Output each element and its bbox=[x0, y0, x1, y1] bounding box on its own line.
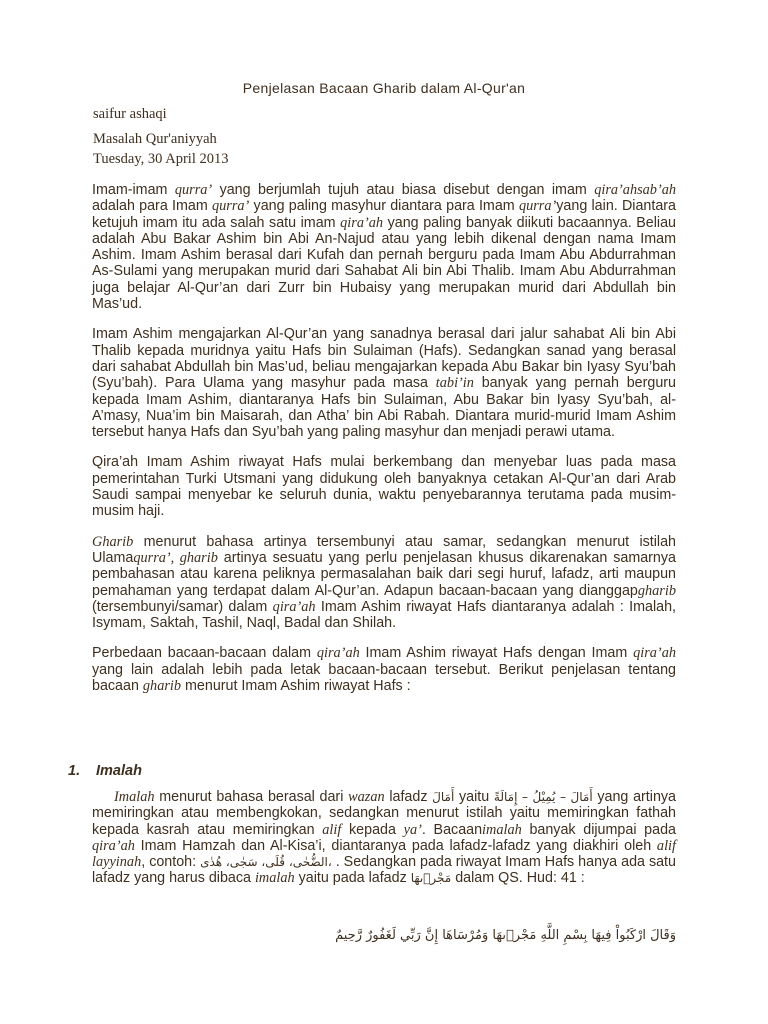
arabic-word: الضُّحٰى، قُلَى، سَجٰى، هُدٰى، bbox=[200, 855, 332, 870]
paragraph-2: Imam Ashim mengajarkan Al-Qur’an yang sanadnya berasal dari jalur sahabat Ali bin Abi Thalib kepada muridnya yaitu Hafs bin Sulaiman (Hafs). Sedangkan sanad yang berasal dari sahabat Abdullah bin Mas’ud, beliau mengajarkan kepada Abu Bakar bin Iyasy Syu’bah (Syu’bah). Para Ulama yang masyhur pada masa tabi’in banyak yang pernah berguru kepada Imam Ashim, diantaranya Hafs bin Sulaiman, Abu Bakar bin Iyasy Syu’bah, al-A’masy, Nua’im bin Maisarah, dan Atha’ bin Abi Rabah. Diantara murid-murid Imam Ashim tersebut hanya Hafs dan Syu’bah yang paling masyhur dan menjadi perawi utama. bbox=[92, 326, 676, 441]
arabic-word: أَمَالَ – يُمِيْلُ – إِمَالَةً bbox=[493, 790, 593, 804]
author: saifur ashaqi bbox=[93, 106, 167, 122]
paragraph-5: Perbedaan bacaan-bacaan dalam qira’ah Imam Ashim riwayat Hafs dengan Imam qira’ah yang lain adalah lebih pada letak bacaan-bacaan tersebut. Berikut penjelasan tentang bacaan gharib menurut Imam Ashim riwayat Hafs : bbox=[92, 645, 676, 695]
arabic-word: مَجْرٖىهَا bbox=[410, 871, 452, 886]
document-title: Penjelasan Bacaan Gharib dalam Al-Qur'an bbox=[242, 80, 526, 96]
paragraph-1: Imam-imam qurra’ yang berjumlah tujuh atau biasa disebut dengan imam qira’ahsab’ah adalah para Imam qurra’ yang paling masyhur diantara para Imam qurra’yang lain. Diantara ketujuh imam itu ada salah satu imam qira’ah yang paling banyak diikuti bacaannya. Beliau adalah Abu Bakar Ashim bin Abi An-Najud atau yang lebih dikenal dengan nama Imam Ashim. Imam Ashim berasal dari Kufah dan pernah berguru pada Imam Abu Abdurrahman As-Sulami yang merupakan murid dari Sahabat Ali bin Abi Thalib. Imam Abu Abdurrahman juga belajar Al-Qur’an dari Zurr bin Hubaisy yang merupakan murid dari Abdullah bin Mas’ud. bbox=[92, 182, 677, 313]
section-heading bbox=[68, 763, 142, 779]
section-number: 1. bbox=[68, 763, 81, 779]
paragraph-3: Qira’ah Imam Ashim riwayat Hafs mulai berkembang dan menyebar luas pada masa pemerintahan Turki Utsmani yang didukung oleh banyaknya cetakan Al-Qur’an dari Arab Saudi sampai menyebar ke seluruh dunia, waktu penyebarannya terutama pada musim-musim haji. bbox=[92, 454, 676, 520]
category: Masalah Qur'aniyyah bbox=[93, 131, 217, 147]
section-title: Imalah bbox=[96, 763, 142, 779]
article-body bbox=[92, 182, 676, 708]
quran-verse: وَقَالَ ارْكَبُواْ فِيهَا بِسْمِ اللَّهِ مَجْرٖىهَا وَمُرْسَاهَا إِنَّ رَبِّي لَغَفُورٌ رَّحِيمٌ bbox=[335, 928, 676, 943]
paragraph-imalah: Imalah menurut bahasa berasal dari wazan lafadz أَمَالَ yaitu أَمَالَ – يُمِيْلُ – إِمَالَةً yang artinya memiringkan atau membengkokan, sedangkan menurut istilah yaitu memiringkan fathah kepada kasrah atau memiringkan alif kepada ya’. Bacaanimalah banyak dijumpai pada qira’ah Imam Hamzah dan Al-Kisa’i, diantaranya pada lafadz-lafadz yang diakhiri oleh alif layyinah, contoh: الضُّحٰى، قُلَى، سَجٰى، هُدٰى، . Sedangkan pada riwayat Imam Hafs hanya ada satu lafadz yang harus dibaca imalah yaitu pada lafadz مَجْرٖىهَا dalam QS. Hud: 41 : bbox=[92, 789, 676, 887]
paragraph-4: Gharib menurut bahasa artinya tersembunyi atau samar, sedangkan menurut istilah Ulamaqurra’, gharib artinya sesuatu yang perlu penjelasan khusus dikarenakan samarnya pembahasan atau karena peliknya permasalahan baik dari segi huruf, lafadz, arti maupun pemahaman yang terdapat dalam Al-Qur’an. Adapun bacaan-bacaan yang dianggapgharib (tersembunyi/samar) dalam qira’ah Imam Ashim riwayat Hafs diantaranya adalah : Imalah, Isymam, Saktah, Tashil, Naql, Badal dan Shilah. bbox=[92, 533, 676, 632]
arabic-word: أَمَالَ bbox=[432, 790, 455, 804]
date: Tuesday, 30 April 2013 bbox=[93, 151, 229, 167]
